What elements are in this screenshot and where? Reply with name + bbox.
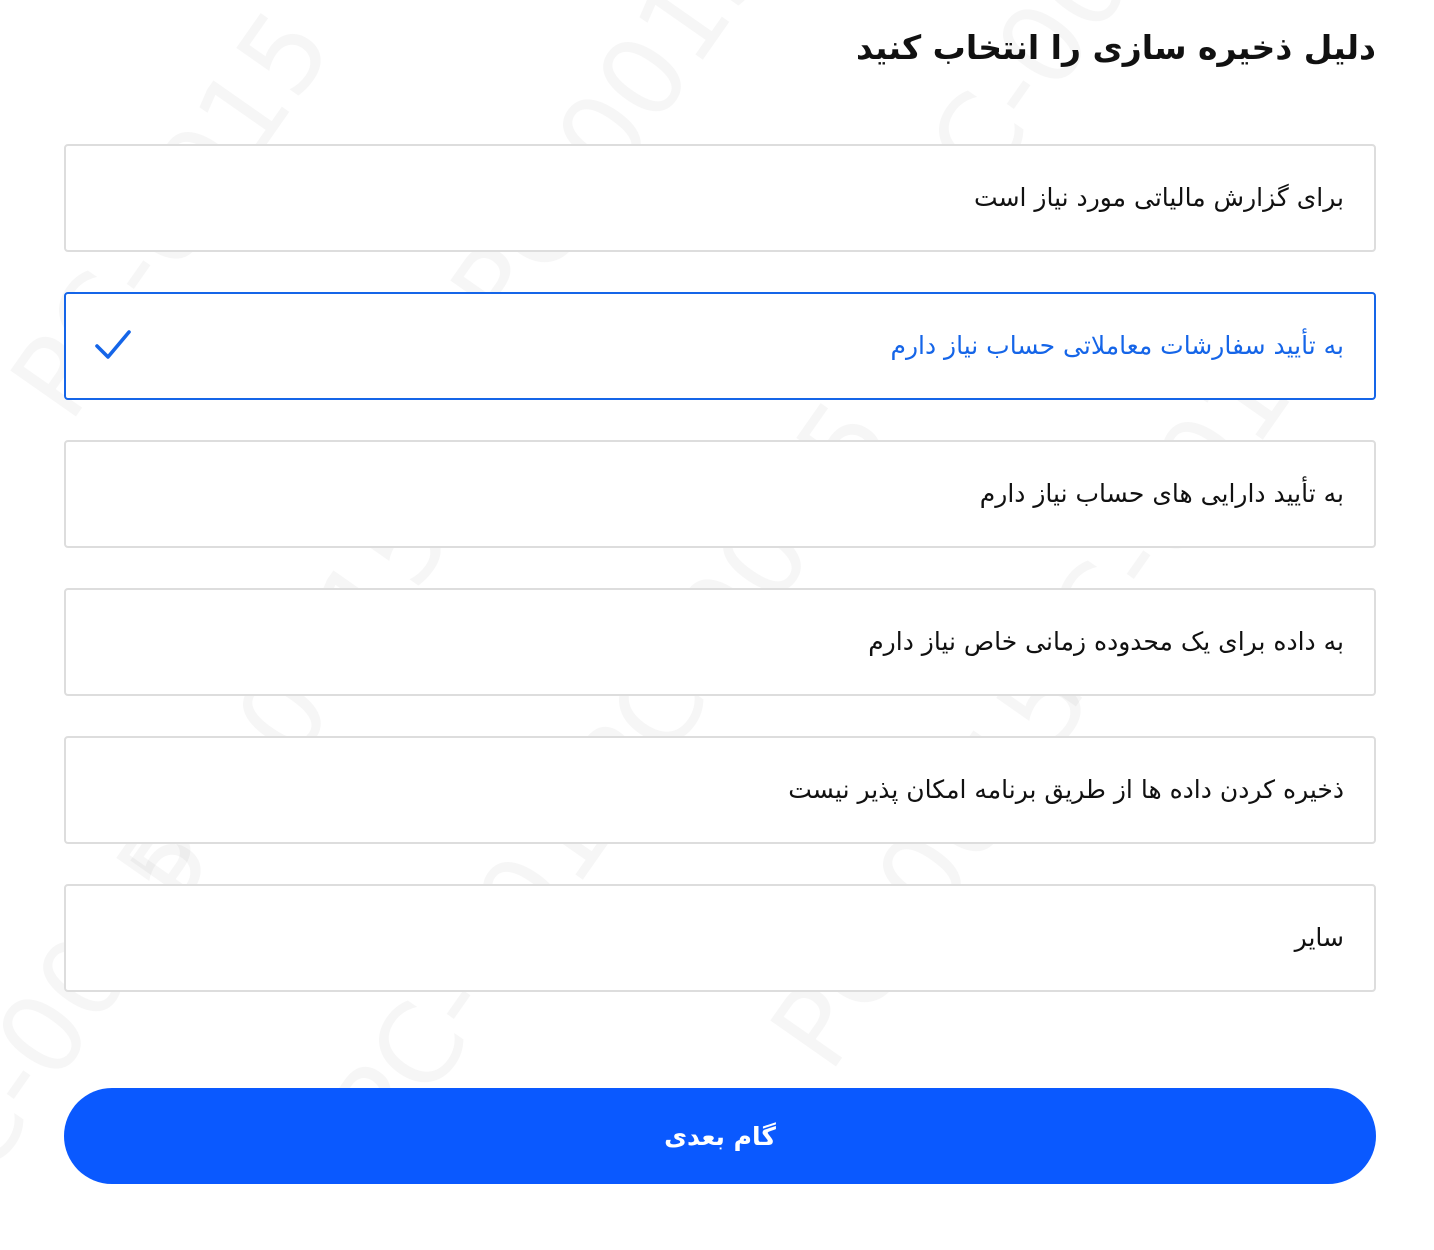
reason-option-verify-assets[interactable] <box>64 440 1376 548</box>
option-label: به داده برای یک محدوده زمانی خاص نیاز دارم <box>868 627 1344 656</box>
reason-option-other[interactable] <box>64 884 1376 992</box>
next-step-button[interactable]: گام بعدی <box>64 1088 1376 1184</box>
reason-option-verify-orders[interactable] <box>64 292 1376 400</box>
option-label: سایر <box>1294 923 1344 952</box>
page-title: دلیل ذخیره سازی را انتخاب کنید <box>856 28 1376 67</box>
option-label: به تأیید دارایی های حساب نیاز دارم <box>979 479 1344 508</box>
reason-option-app-save-unavailable[interactable] <box>64 736 1376 844</box>
option-label: برای گزارش مالیاتی مورد نیاز است <box>974 183 1344 212</box>
reason-option-tax-report[interactable] <box>64 144 1376 252</box>
option-label: به تأیید سفارشات معاملاتی حساب نیاز دارم <box>890 331 1344 360</box>
reason-options-list <box>64 144 1376 1032</box>
option-label: ذخیره کردن داده ها از طریق برنامه امکان پذیر نیست <box>788 775 1344 804</box>
check-icon <box>94 328 132 362</box>
reason-option-date-range[interactable] <box>64 588 1376 696</box>
